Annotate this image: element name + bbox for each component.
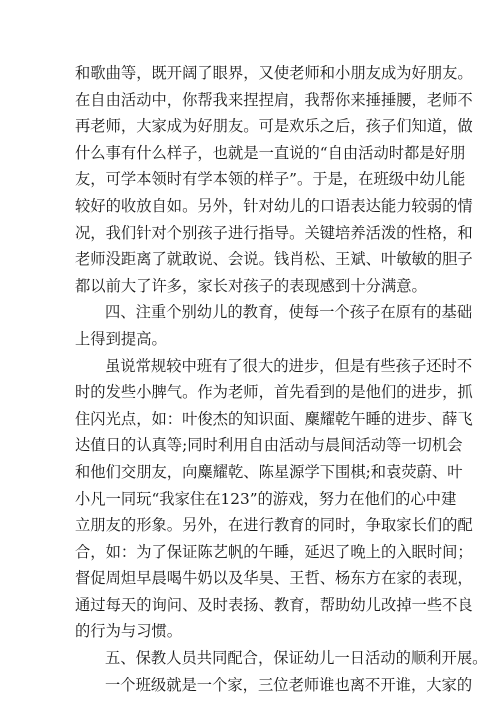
text-line: 较好的收放自如。另外，针对幼儿的口语表达能力较弱的情	[75, 196, 473, 215]
text-line: 达值日的认真等;同时利用自由活动与晨间活动等一切机会	[75, 436, 463, 455]
text-line: 上得到提高。	[75, 329, 167, 348]
text-line: 五、保教人员共同配合，保证幼儿一日活动的顺利开展。	[105, 649, 488, 668]
text-line: 立朋友的形象。另外，在进行教育的同时，争取家长们的配	[75, 516, 473, 535]
text-line: 再老师，大家成为好朋友。可是欢乐之后，孩子们知道，做	[75, 117, 473, 136]
text-line: 在自由活动中，你帮我来捏捏肩，我帮你来捶捶腰，老师不	[75, 90, 473, 109]
text-line: 时的发些小脾气。作为老师，首先看到的是他们的进步，抓	[75, 383, 473, 402]
text-line: 什么事有什么样子，也就是一直说的“自由活动时都是好朋	[75, 143, 466, 162]
text-line: 合，如：为了保证陈艺帆的午睡，延迟了晚上的入眠时间；	[75, 542, 473, 561]
text-line: 和他们交朋友，向麋耀乾、陈星源学下围棋;和袁荧蔚、叶	[75, 462, 463, 481]
text-line: 况，我们针对个别孩子进行指导。关键培养活泼的性格，和	[75, 223, 473, 242]
text-line: 住闪光点，如：叶俊杰的知识面、麋耀乾午睡的进步、薛飞	[75, 409, 473, 428]
text-line: 虽说常规较中班有了很大的进步，但是有些孩子还时不	[105, 356, 473, 375]
text-line: 老师没距离了就敢说、会说。钱肖松、王斌、叶敏敏的胆子	[75, 250, 473, 269]
text-line: 友，可学本领时有学本领的样子”。于是，在班级中幼儿能	[75, 170, 466, 189]
text-line: 的行为与习惯。	[75, 622, 183, 641]
body-text	[75, 60, 488, 698]
text-line: 小凡一同玩“我家住在123”的游戏，努力在他们的心中建	[75, 489, 457, 508]
text-line: 通过每天的询问、及时表扬、教育，帮助幼儿改掉一些不良	[75, 595, 473, 614]
text-line: 和歌曲等，既开阔了眼界，又使老师和小朋友成为好朋友。	[75, 64, 473, 82]
text-line: 都以前大了许多，家长对孩子的表现感到十分满意。	[75, 276, 427, 295]
text-line: 督促周炟早晨喝牛奶以及华昊、王哲、杨东方在家的表现，	[75, 569, 473, 588]
text-line: 一个班级就是一个家，三位老师谁也离不开谁，大家的	[105, 675, 473, 694]
text-line: 四、注重个别幼儿的教育，使每一个孩子在原有的基础	[105, 303, 473, 322]
